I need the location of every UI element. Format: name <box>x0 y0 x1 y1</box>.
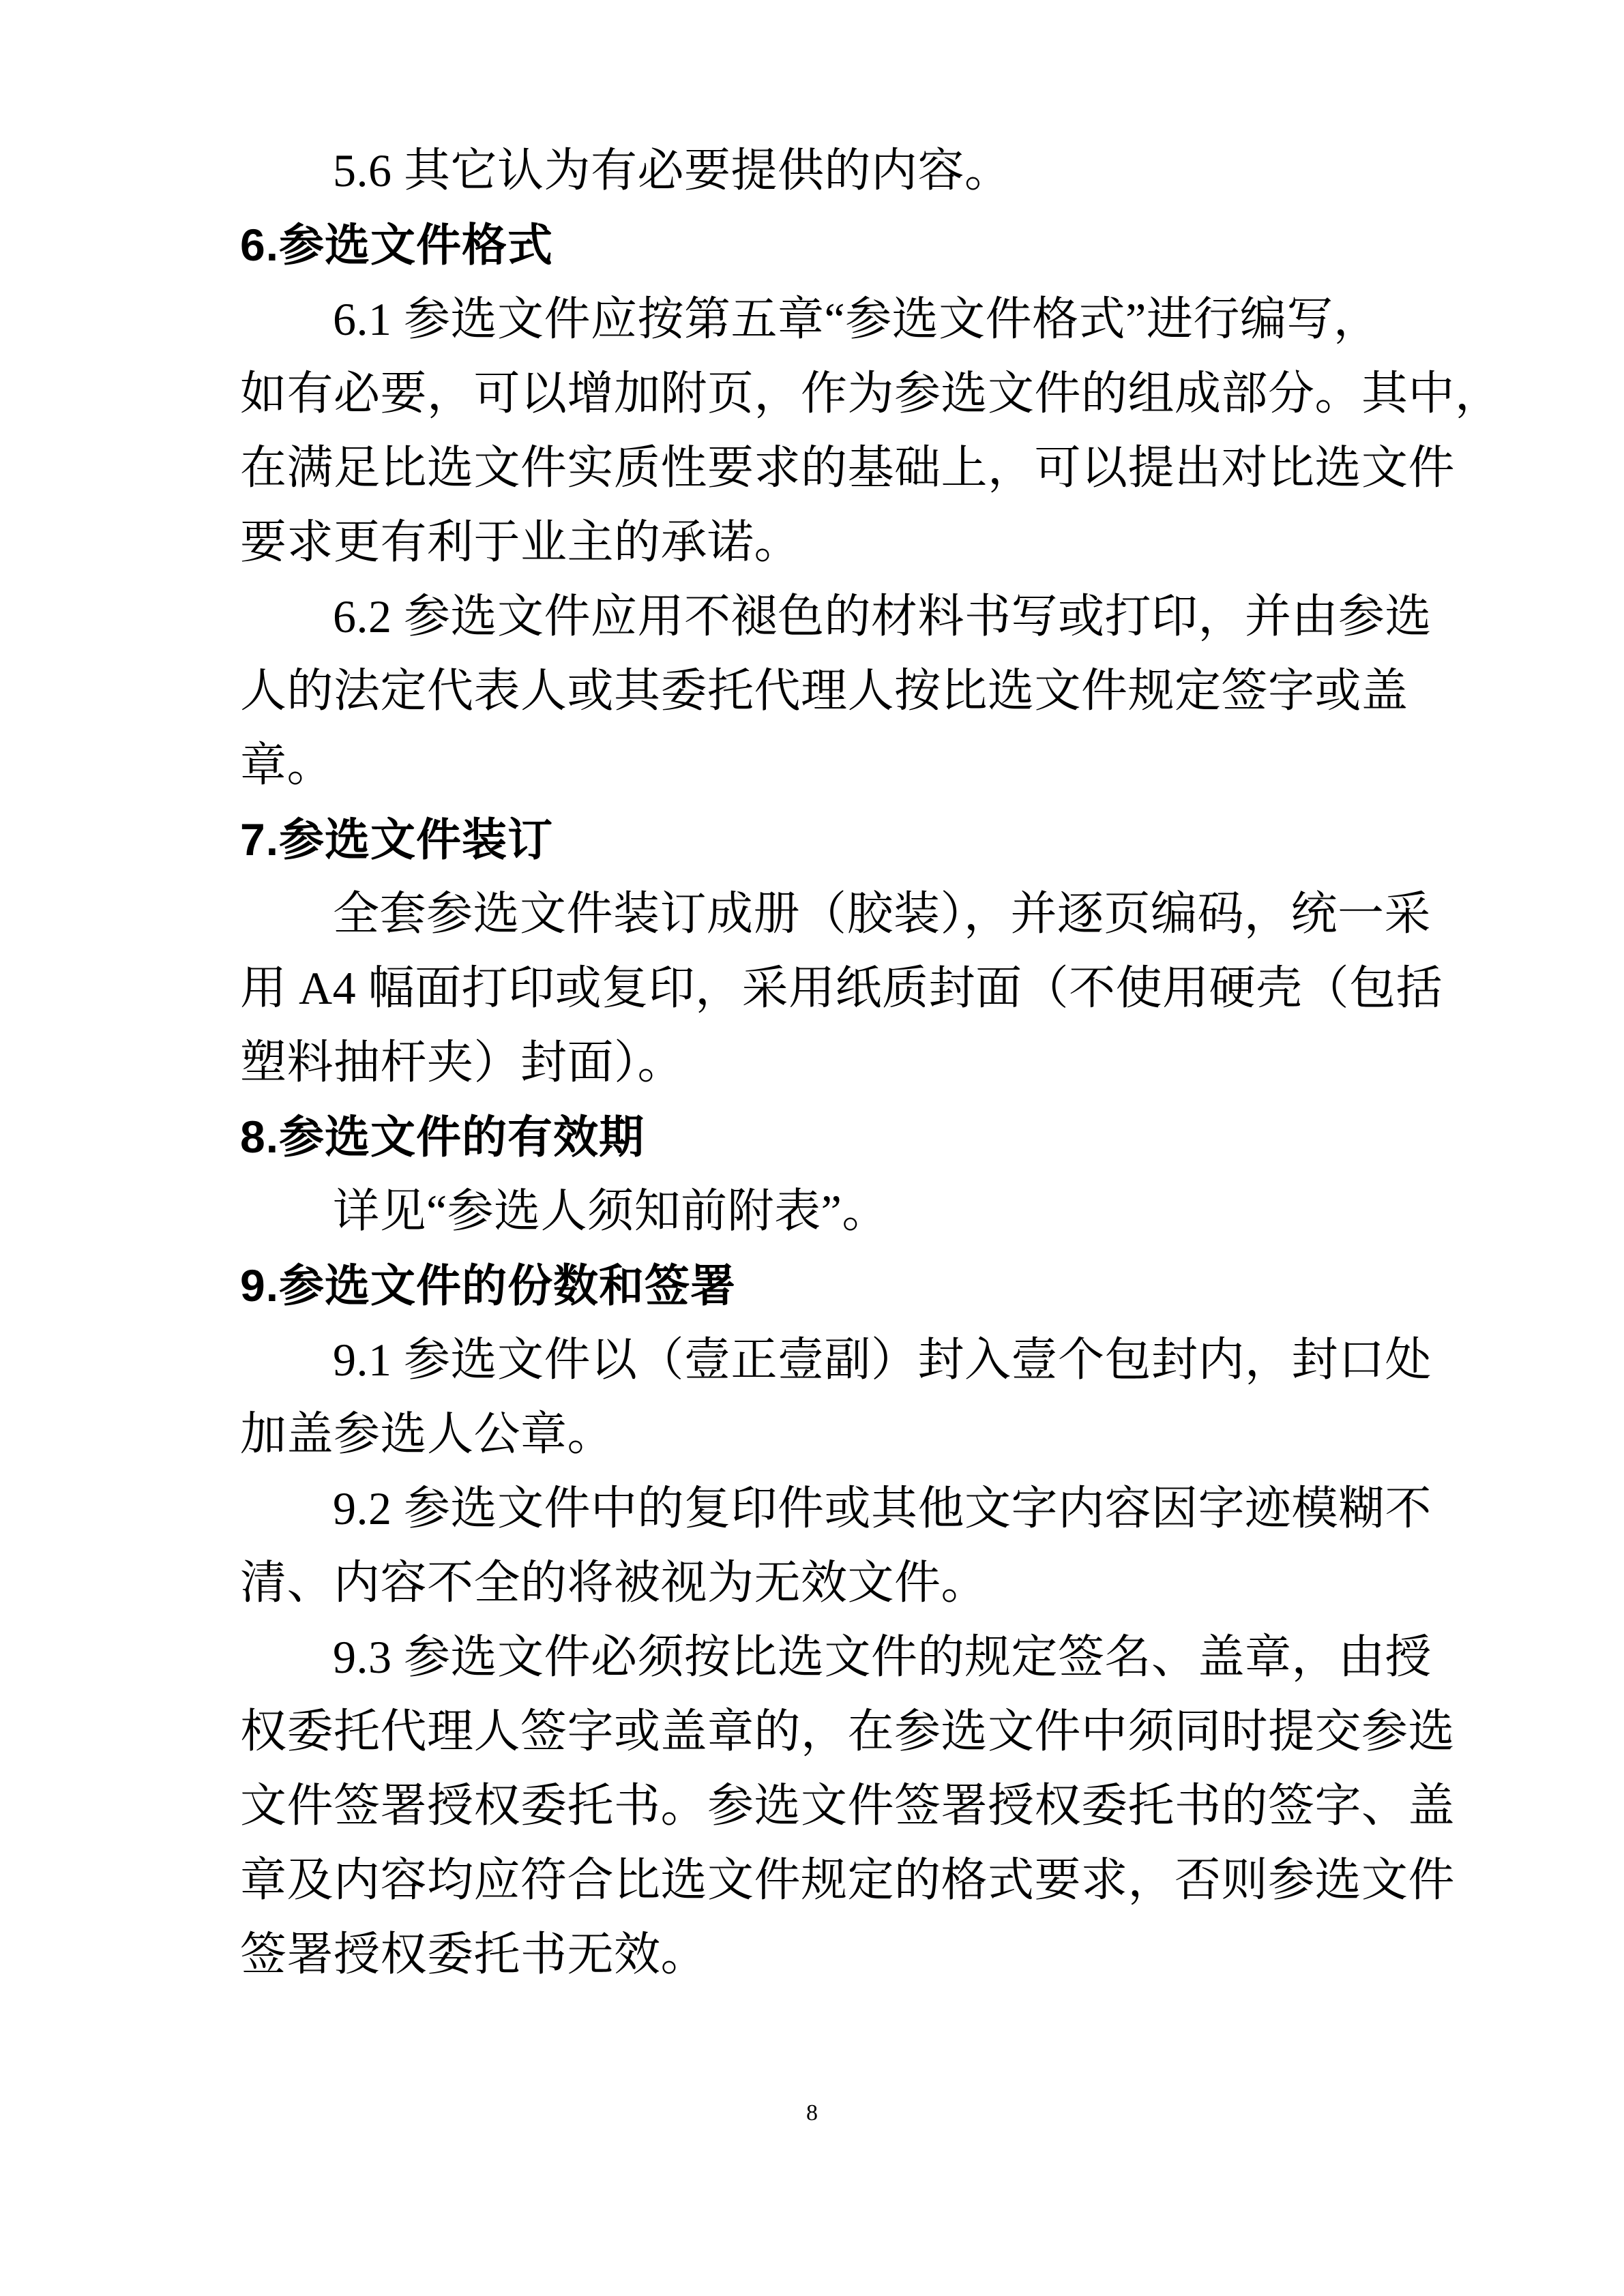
section-heading <box>240 208 1381 282</box>
heading-line: 7.参选文件装订 <box>240 814 554 865</box>
text-line: 6.1 参选文件应按第五章“参选文件格式”进行编写， <box>333 293 1381 345</box>
text-line: 详见“参选人须知前附表”。 <box>333 1185 889 1237</box>
text-line: 在满足比选文件实质性要求的基础上，可以提出对比选文件 <box>240 442 1456 494</box>
body-paragraph <box>240 134 1381 208</box>
document-body <box>240 134 1502 1992</box>
text-line: 塑料抽杆夹）封面）。 <box>240 1037 685 1088</box>
body-paragraph <box>240 877 1443 1100</box>
body-paragraph <box>240 1174 1381 1249</box>
text-line: 章及内容均应符合比选文件规定的格式要求，否则参选文件 <box>240 1854 1456 1906</box>
text-line: 用 A4 幅面打印或复印，采用纸质封面（不使用硬壳（包括 <box>240 962 1443 1014</box>
body-paragraph <box>240 282 1502 580</box>
text-line: 5.6 其它认为有必要提供的内容。 <box>333 145 1012 196</box>
text-line: 加盖参选人公章。 <box>240 1408 615 1460</box>
text-line: 权委托代理人签字或盖章的，在参选文件中须同时提交参选 <box>240 1705 1456 1757</box>
section-heading <box>240 1100 1381 1174</box>
page-number: 8 <box>806 2100 818 2126</box>
body-paragraph <box>240 1323 1432 1472</box>
text-line: 要求更有利于业主的承诺。 <box>240 516 801 568</box>
text-line: 6.2 参选文件应用不褪色的材料书写或打印，并由参选 <box>333 591 1432 642</box>
text-line: 清、内容不全的将被视为无效文件。 <box>240 1557 988 1609</box>
text-line: 文件签署授权委托书。参选文件签署授权委托书的签字、盖 <box>240 1780 1456 1832</box>
section-heading <box>240 803 1381 877</box>
body-paragraph <box>240 1472 1432 1620</box>
text-line: 章。 <box>240 739 334 791</box>
heading-line: 6.参选文件格式 <box>240 220 554 270</box>
heading-line: 8.参选文件的有效期 <box>240 1112 645 1162</box>
text-line: 签署授权委托书无效。 <box>240 1928 708 1980</box>
text-line: 9.3 参选文件必须按比选文件的规定签名、盖章，由授 <box>333 1631 1432 1683</box>
text-line: 全套参选文件装订成册（胶装），并逐页编码，统一采 <box>333 888 1432 940</box>
body-paragraph <box>240 580 1432 803</box>
text-line: 9.1 参选文件以（壹正壹副）封入壹个包封内，封口处 <box>333 1334 1432 1386</box>
text-line: 人的法定代表人或其委托代理人按比选文件规定签字或盖 <box>240 665 1408 717</box>
text-line: 如有必要，可以增加附页，作为参选文件的组成部分。其中， <box>240 368 1502 419</box>
section-heading <box>240 1249 1381 1323</box>
text-line: 9.2 参选文件中的复印件或其他文字内容因字迹模糊不 <box>333 1482 1432 1534</box>
body-paragraph <box>240 1620 1456 1992</box>
heading-line: 9.参选文件的份数和签署 <box>240 1260 737 1311</box>
